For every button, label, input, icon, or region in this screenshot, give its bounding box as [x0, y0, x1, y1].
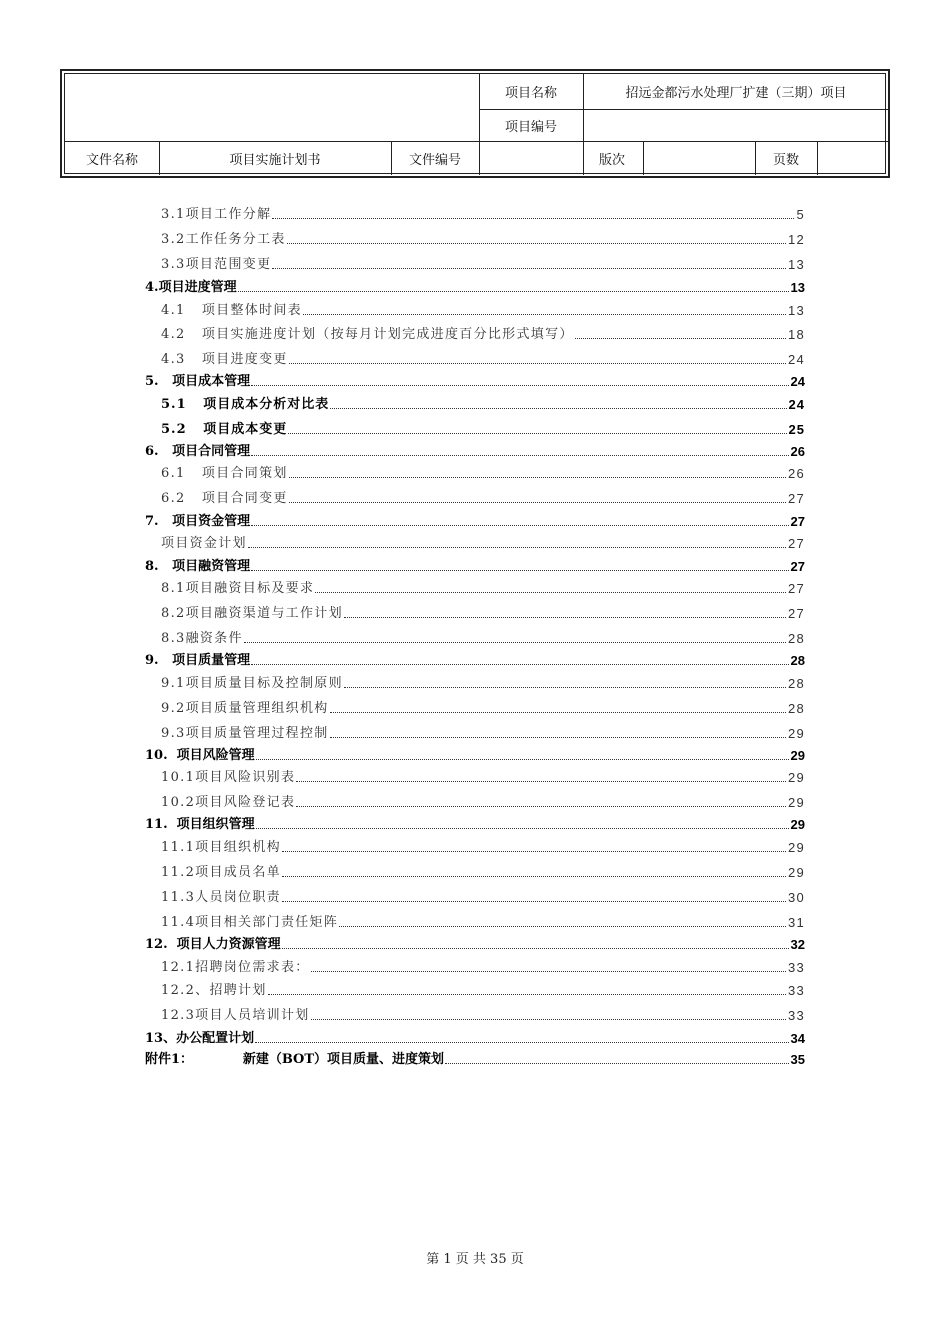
- toc-entry[interactable]: [161, 299, 805, 319]
- toc-entry-label: 3.3项目范围变更: [161, 257, 272, 272]
- toc-dot-leader: [251, 455, 788, 456]
- project-name-value: 招远金都污水处理厂扩建（三期）项目: [625, 86, 847, 101]
- toc-entry[interactable]: [161, 228, 805, 248]
- toc-entry-page: 28: [790, 653, 805, 668]
- toc-entry[interactable]: [161, 956, 805, 976]
- toc-entry[interactable]: [161, 911, 805, 931]
- toc-entry[interactable]: [161, 348, 805, 368]
- toc-entry-label: 9.1项目质量目标及控制原则: [161, 676, 343, 691]
- toc-entry[interactable]: [161, 722, 805, 742]
- toc-dot-leader: [344, 687, 786, 688]
- toc-dot-leader: [256, 828, 789, 829]
- toc-entry[interactable]: [145, 744, 805, 764]
- toc-entry-label: 11.3人员岗位职责: [161, 890, 281, 905]
- toc-entry-page: 27: [790, 559, 805, 574]
- toc-entry-label: 7. 项目资金管理: [145, 514, 251, 529]
- header-inner-frame: [64, 73, 886, 174]
- toc-entry-page: 13: [787, 257, 805, 272]
- file-code-value: [479, 141, 583, 175]
- toc-entry[interactable]: [161, 886, 805, 906]
- toc-entry-label: 13、办公配置计划: [145, 1031, 255, 1046]
- project-code-value: [583, 109, 889, 141]
- toc-dot-leader: [289, 502, 786, 503]
- toc-entry[interactable]: [161, 979, 805, 999]
- toc-dot-leader: [311, 971, 786, 972]
- toc-dot-leader: [296, 806, 786, 807]
- toc-entry[interactable]: [145, 933, 805, 953]
- file-name-label: 文件名称: [85, 152, 138, 168]
- toc-entry[interactable]: [161, 766, 805, 786]
- toc-entry-label: 4.1 项目整体时间表: [161, 303, 302, 318]
- toc-entry-label: 12.1招聘岗位需求表：: [161, 960, 310, 975]
- toc-entry-label: 11.1项目组织机构: [161, 840, 281, 855]
- project-code-label: 项目编号: [504, 119, 557, 135]
- toc-entry[interactable]: [161, 836, 805, 856]
- toc-dot-leader: [330, 737, 786, 738]
- toc-entry-page: 28: [787, 631, 805, 646]
- toc-entry[interactable]: [145, 440, 805, 460]
- toc-entry-page: 28: [787, 701, 805, 716]
- toc-entry-label: 5.1 项目成本分析对比表: [161, 397, 330, 412]
- toc-entry-page: 33: [787, 960, 805, 975]
- toc-entry-label: 9.3项目质量管理过程控制: [161, 726, 329, 741]
- toc-entry-label: 8. 项目融资管理: [145, 559, 251, 574]
- toc-entry-label: 11.4项目相关部门责任矩阵: [161, 915, 339, 930]
- toc-entry-page: 25: [788, 422, 805, 437]
- toc-entry-page: 27: [787, 581, 805, 596]
- toc-dot-leader: [445, 1063, 788, 1064]
- toc-entry-page: 33: [787, 1008, 805, 1023]
- toc-entry-page: 30: [787, 890, 805, 905]
- toc-entry-label: 10.1项目风险识别表: [161, 770, 296, 785]
- toc-entry-page: 31: [787, 915, 805, 930]
- toc-entry[interactable]: [161, 697, 805, 717]
- toc-entry-page: 27: [790, 514, 805, 529]
- toc-dot-leader: [251, 570, 788, 571]
- toc-entry-page: 13: [790, 280, 805, 295]
- toc-entry-label: 10.2项目风险登记表: [161, 795, 296, 810]
- toc-entry-label: 9. 项目质量管理: [145, 653, 251, 668]
- toc-entry-label: 8.1项目融资目标及要求: [161, 581, 315, 596]
- toc-entry-label: 6. 项目合同管理: [145, 444, 251, 459]
- toc-entry-page: 28: [787, 676, 805, 691]
- toc-entry-page: 29: [787, 795, 805, 810]
- toc-entry[interactable]: [145, 813, 805, 833]
- toc-dot-leader: [272, 268, 786, 269]
- toc-entry-label: 附件1： 新建（BOT）项目质量、进度策划: [145, 1052, 445, 1067]
- toc-entry[interactable]: [145, 370, 805, 390]
- toc-entry-label: 12.2、招聘计划: [161, 983, 267, 998]
- toc-entry-label: 11.2项目成员名单: [161, 865, 281, 880]
- toc-entry[interactable]: [161, 203, 805, 223]
- toc-entry-label: 12.3项目人员培训计划: [161, 1008, 310, 1023]
- toc-dot-leader: [244, 642, 786, 643]
- toc-dot-leader: [344, 617, 786, 618]
- toc-entry[interactable]: [161, 532, 805, 552]
- toc-dot-leader: [311, 1019, 786, 1020]
- toc-dot-leader: [330, 712, 786, 713]
- toc-entry[interactable]: [161, 393, 805, 413]
- toc-dot-leader: [289, 477, 786, 478]
- toc-entry[interactable]: [161, 861, 805, 881]
- toc-entry[interactable]: [161, 627, 805, 647]
- toc-entry-page: 18: [787, 327, 805, 342]
- pages-value: [817, 141, 889, 175]
- toc-entry-page: 29: [790, 817, 805, 832]
- toc-entry-page: 24: [788, 397, 805, 412]
- toc-entry[interactable]: [145, 555, 805, 575]
- toc-entry-page: 26: [790, 444, 805, 459]
- toc-dot-leader: [282, 901, 786, 902]
- toc-entry-label: 8.3融资条件: [161, 631, 243, 646]
- toc-entry-label: 10. 项目风险管理: [145, 748, 255, 763]
- toc-entry[interactable]: [161, 672, 805, 692]
- version-label: 版次: [599, 152, 626, 168]
- project-name-label: 项目名称: [504, 86, 557, 101]
- toc-entry-label: 9.2项目质量管理组织机构: [161, 701, 329, 716]
- toc-entry[interactable]: [145, 649, 805, 669]
- toc-entry[interactable]: [145, 276, 805, 296]
- document-header-table: [60, 69, 890, 178]
- toc-dot-leader: [289, 363, 786, 364]
- toc-dot-leader: [251, 385, 788, 386]
- toc-entry[interactable]: [145, 1048, 805, 1068]
- toc-dot-leader: [251, 664, 788, 665]
- toc-entry[interactable]: [145, 510, 805, 530]
- page-footer: 第 1 页 共 35 页: [426, 1252, 524, 1267]
- pages-label: 页数: [772, 152, 799, 168]
- toc-entry[interactable]: [161, 487, 805, 507]
- toc-entry-page: 29: [787, 770, 805, 785]
- toc-entry-label: 12. 项目人力资源管理: [145, 937, 281, 952]
- toc-dot-leader: [303, 314, 786, 315]
- toc-entry[interactable]: [161, 791, 805, 811]
- toc-dot-leader: [268, 994, 786, 995]
- toc-entry-label: 项目资金计划: [161, 536, 247, 551]
- toc-entry-page: 29: [787, 840, 805, 855]
- file-name-value: 项目实施计划书: [229, 152, 321, 168]
- toc-dot-leader: [282, 876, 786, 877]
- toc-entry-label: 4.2 项目实施进度计划（按每月计划完成进度百分比形式填写）: [161, 327, 574, 342]
- toc-entry-page: 34: [790, 1031, 805, 1046]
- toc-entry[interactable]: [161, 602, 805, 622]
- toc-entry[interactable]: [161, 323, 805, 343]
- toc-entry-page: 26: [787, 466, 805, 481]
- toc-entry-label: 4.3 项目进度变更: [161, 352, 288, 367]
- toc-dot-leader: [238, 291, 789, 292]
- toc-entry[interactable]: [161, 418, 805, 438]
- toc-entry-label: 8.2项目融资渠道与工作计划: [161, 606, 343, 621]
- toc-dot-leader: [248, 547, 786, 548]
- toc-entry-page: 32: [790, 937, 805, 952]
- toc-entry-page: 29: [787, 726, 805, 741]
- toc-entry-label: 5. 项目成本管理: [145, 374, 251, 389]
- toc-dot-leader: [251, 525, 788, 526]
- toc-dot-leader: [282, 948, 789, 949]
- toc-entry-label: 11. 项目组织管理: [145, 817, 255, 832]
- file-code-label: 文件编号: [408, 152, 461, 168]
- toc-entry-page: 27: [787, 491, 805, 506]
- toc-entry-label: 6.1 项目合同策划: [161, 466, 288, 481]
- toc-entry-label: 3.1项目工作分解: [161, 207, 272, 222]
- toc-dot-leader: [282, 851, 786, 852]
- toc-entry[interactable]: [161, 462, 805, 482]
- toc-entry-label: 5.2 项目成本变更: [161, 422, 288, 437]
- toc-dot-leader: [272, 218, 794, 219]
- toc-dot-leader: [256, 759, 789, 760]
- toc-entry-page: 35: [790, 1052, 805, 1067]
- toc-entry[interactable]: [145, 1027, 805, 1047]
- toc-entry-label: 4.项目进度管理: [145, 280, 237, 295]
- toc-entry-page: 33: [787, 983, 805, 998]
- toc-dot-leader: [288, 433, 786, 434]
- toc-entry[interactable]: [161, 253, 805, 273]
- toc-entry-page: 24: [787, 352, 805, 367]
- toc-entry-page: 27: [787, 606, 805, 621]
- toc-entry-page: 29: [787, 865, 805, 880]
- toc-dot-leader: [315, 592, 786, 593]
- toc-entry-page: 29: [790, 748, 805, 763]
- toc-dot-leader: [296, 781, 786, 782]
- toc-entry-page: 12: [787, 232, 805, 247]
- version-value: [643, 141, 755, 175]
- toc-dot-leader: [575, 338, 786, 339]
- toc-entry-page: 13: [787, 303, 805, 318]
- toc-dot-leader: [330, 408, 786, 409]
- toc-entry-page: 24: [790, 374, 805, 389]
- toc-entry-label: 6.2 项目合同变更: [161, 491, 288, 506]
- toc-dot-leader: [339, 926, 786, 927]
- toc-dot-leader: [287, 243, 786, 244]
- toc-entry-page: 5: [796, 207, 805, 222]
- toc-entry-page: 27: [787, 536, 805, 551]
- toc-entry[interactable]: [161, 1004, 805, 1024]
- toc-dot-leader: [255, 1042, 788, 1043]
- toc-entry-label: 3.2工作任务分工表: [161, 232, 286, 247]
- toc-entry[interactable]: [161, 577, 805, 597]
